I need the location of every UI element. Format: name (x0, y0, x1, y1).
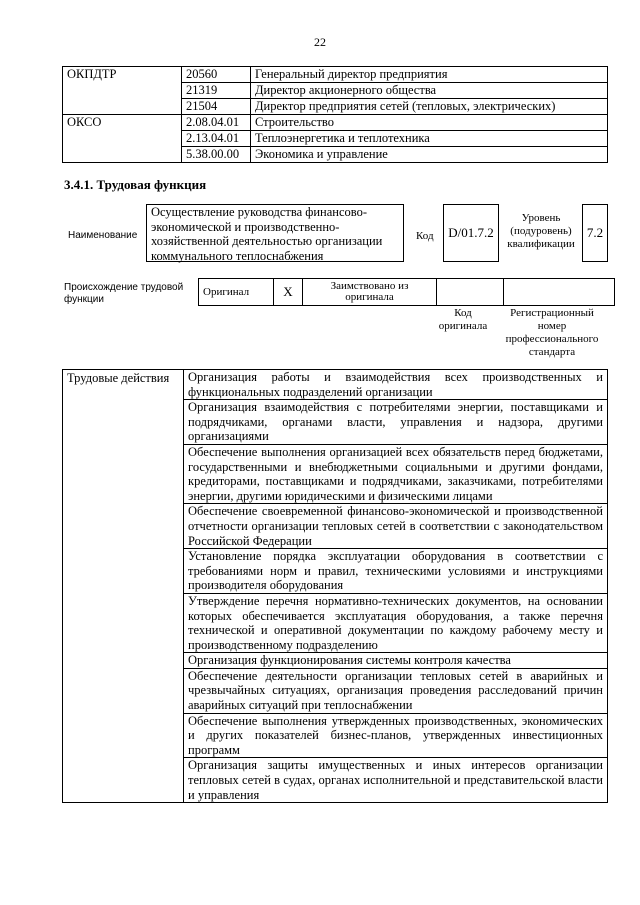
original-label: Оригинал (199, 279, 274, 306)
section-heading: 3.4.1. Трудовая функция (64, 177, 207, 192)
labor-action-item: Организация защиты имущественных и иных интересов организации тепловых сетей в судах, органах исполнительной и представительской власти и управления (184, 758, 608, 803)
borrowed-label: Заимствовано из оригинала (303, 279, 437, 306)
classifier-okso: ОКСО (63, 115, 182, 163)
labor-actions-header: Трудовые действия (63, 370, 184, 803)
class-name: Строительство (251, 115, 608, 131)
class-code: 5.38.00.00 (182, 147, 251, 163)
classification-table (62, 66, 608, 163)
labor-action-item: Обеспечение своевременной финансово-экономической и производственной отчетности организации тепловых сетей в соответствии с законодательством Российской Федерации (184, 504, 608, 549)
code-label: Код (416, 230, 434, 242)
page-number: 22 (314, 35, 326, 49)
reg-number-caption: Регистрационный номер профессионального стандарта (505, 307, 599, 358)
classifier-okpdtr: ОКПДТР (63, 67, 182, 115)
labor-action-item: Установление порядка эксплуатации оборудования в соответствии с требованиями норм и правил, техническими условиями и инструкциями производителя оборудования (184, 549, 608, 594)
origin-table (198, 278, 615, 306)
table-row (63, 115, 608, 131)
table-row (63, 370, 608, 400)
labor-action-item: Организация работы и взаимодействия всех производственных и функциональных подразделений организации (184, 370, 608, 400)
table-row (63, 67, 608, 83)
labor-actions-table (62, 369, 608, 803)
table-row (199, 279, 615, 306)
labor-action-item: Утверждение перечня нормативно-технических документов, на основании которых обеспечивается эксплуатация оборудования, а также перечня технической и оперативной документации по каждому рабочему месту и производственному подразделению (184, 593, 608, 652)
class-name: Экономика и управление (251, 147, 608, 163)
function-code: D/01.7.2 (443, 204, 499, 262)
name-label: Наименование (68, 230, 138, 241)
qualification-level: 7.2 (582, 204, 608, 262)
labor-action-item: Обеспечение выполнения организацией всех обязательств перед бюджетами, государственными и внебюджетными социальными и другими фондами, кредиторами, поставщиками и подрядчиками, заказчиками, потребителями энергии, другими юридическими и физическими лицами (184, 444, 608, 503)
class-code: 21319 (182, 83, 251, 99)
class-code: 2.13.04.01 (182, 131, 251, 147)
original-mark: X (274, 279, 303, 306)
function-name: Осуществление руководства финансово-экономической и производственно-хозяйственной деятельностью организации коммунального теплоснабжения (146, 204, 404, 262)
level-label: Уровень (подуровень) квалификации (507, 212, 575, 250)
original-code-cell (437, 279, 504, 306)
class-code: 2.08.04.01 (182, 115, 251, 131)
reg-number-cell (504, 279, 615, 306)
class-code: 20560 (182, 67, 251, 83)
class-code: 21504 (182, 99, 251, 115)
labor-action-item: Обеспечение выполнения утвержденных производственных, экономических и других показателей бизнес-планов, утвержденных инвестиционных программ (184, 713, 608, 758)
labor-action-item: Организация взаимодействия с потребителями энергии, поставщиками и подрядчиками, органами власти, управления и надзора, другими организациями (184, 400, 608, 445)
origin-label: Происхождение трудовой функции (64, 282, 184, 305)
class-name: Директор акционерного общества (251, 83, 608, 99)
labor-action-item: Организация функционирования системы контроля качества (184, 653, 608, 669)
labor-action-item: Обеспечение деятельности организации тепловых сетей в аварийных и чрезвычайных ситуациях, организация проведения расследований причин аварийных ситуаций при теплоснабжении (184, 668, 608, 713)
original-code-caption: Код оригинала (438, 307, 488, 332)
class-name: Директор предприятия сетей (тепловых, электрических) (251, 99, 608, 115)
class-name: Генеральный директор предприятия (251, 67, 608, 83)
class-name: Теплоэнергетика и теплотехника (251, 131, 608, 147)
